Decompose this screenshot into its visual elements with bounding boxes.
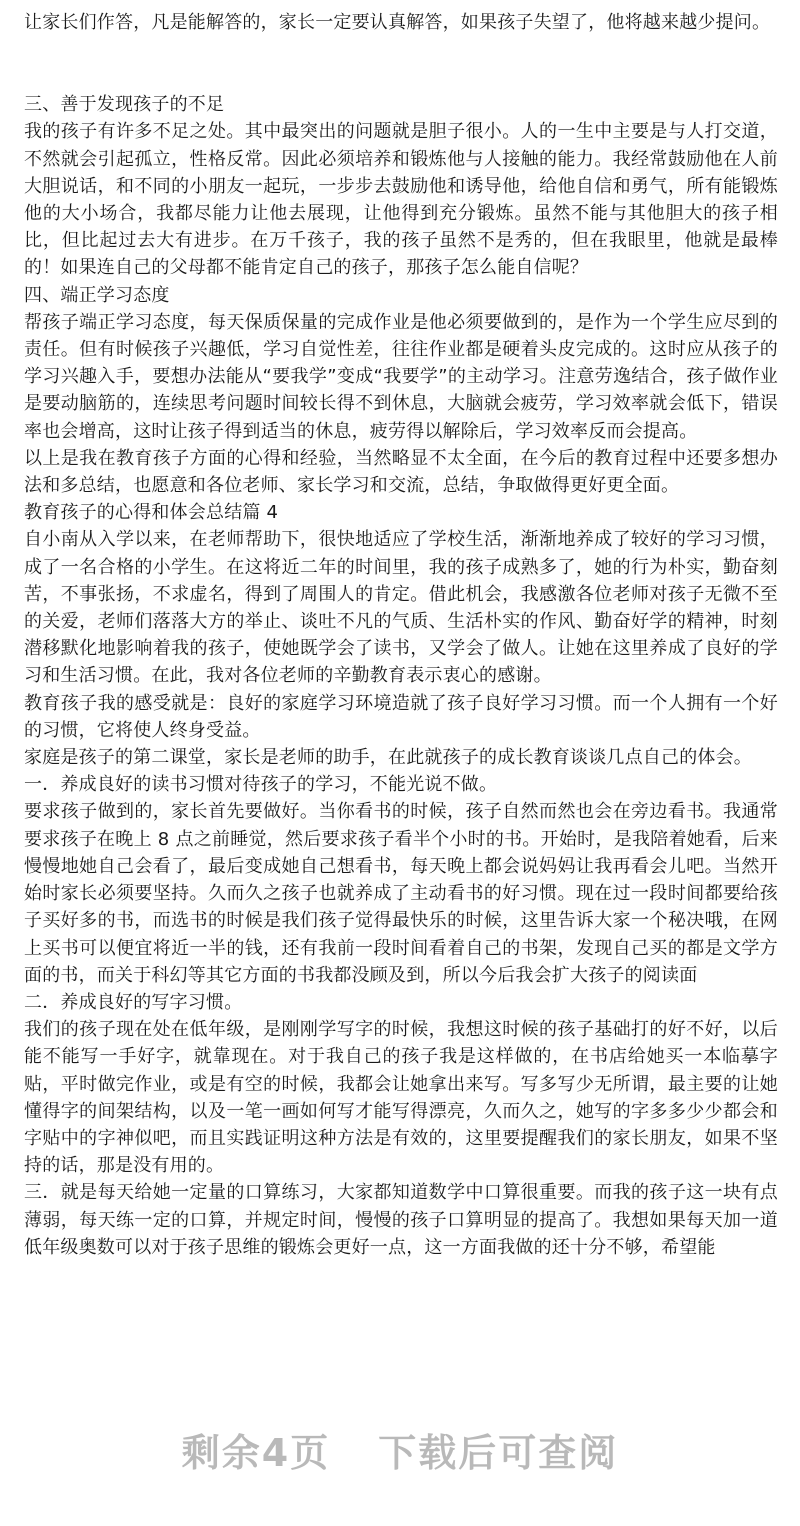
heading-section-4: 四、端正学习态度 [24, 284, 170, 306]
heading-article-4: 教育孩子的心得和体会总结篇 4 [24, 502, 279, 524]
paragraph-top-partial: 让家长们作答，凡是能解答的，家长一定要认真解答，如果孩子失望了，他将越来越少提问。 [24, 12, 771, 33]
download-banner[interactable] [0, 1422, 800, 1477]
paragraph-attitude: 帮孩子端正学习态度，每天保质保量的完成作业是他必须要做到的，是作为一个学生应尽到的责任。但有时候孩子兴趣低，学习自觉性差，往往作业都是硬着头皮完成的。这时应从孩子的学习兴趣入手，要想办法能从“要我学”变成“我要学”的主动学习。注意劳逸结合，孩子做作业是要动脑筋的，连续思考问题时间较长得不到休息，大脑就会疲劳，学习效率就会低下，错误率也会增高，这时让孩子得到适当的休息，疲劳得以解除后，学习效率反而会提高。 [24, 311, 778, 442]
paragraph-writing: 我们的孩子现在处在低年级，是刚刚学写字的时候，我想这时候的孩子基础打的好不好，以后能不能写一手好字，就靠现在。对于我自己的孩子我是这样做的，在书店给她买一本临摹字贴，平时做完作业，或是有空的时候，我都会让她拿出来写。写多写少无所谓，最主要的让她懂得字的间架结构，以及一笔一画如何写才能写得漂亮，久而久之，她写的字多多少少都会和字贴中的字神似吧，而且实践证明这种方法是有效的，这里要提醒我们的家长朋友，如果不坚持的话，那是没有用的。 [24, 1019, 778, 1177]
heading-point-2: 二．养成良好的写字习惯。 [24, 991, 243, 1013]
paragraph-reading: 要求孩子做到的，家长首先要做好。当你看书的时候，孩子自然而然也会在旁边看书。我通常要求孩子在晚上 8 点之前睡觉，然后要求孩子看半个小时的书。开始时，是我陪着她看，后来慢慢地她自己会看了，最后变成她自己想看书，每天晚上都会说妈妈让我再看会儿吧。当然开始时家长必须要坚持。久而久之孩子也就养成了主动看书的好习惯。现在过一段时间都要给孩子买好多的书，而选书的时候是我们孩子觉得最快乐的时候，这里告诉大家一个秘决哦，在网上买书可以便宜将近一半的钱，还有我前一段时间看着自己的书架，发现自己买的都是文学方面的书，而关于科幻等其它方面的书我都没顾及到，所以今后我会扩大孩子的阅读面 [24, 801, 778, 986]
paragraph-feeling: 教育孩子我的感受就是：良好的家庭学习环境造就了孩子良好学习习惯。而一个人拥有一个好的习惯，它将使人终身受益。 [24, 692, 778, 741]
heading-section-3: 三、善于发现孩子的不足 [24, 94, 225, 116]
paragraph-confidence: 我的孩子有许多不足之处。其中最突出的问题就是胆子很小。人的一生中主要是与人打交道，不然就会引起孤立，性格反常。因此必须培养和锻炼他与人接触的能力。我经常鼓励他在人前大胆说话，和不同的小朋友一起玩，一步步去鼓励他和诱导他，给他自信和勇气，所有能锻炼他的大小场合，我都尽能力让他去展现，让他得到充分锻炼。虽然不能与其他胆大的孩子相比，但比起过去大有进步。在万千孩子，我的孩子虽然不是秀的，但在我眼里，他就是最棒的！如果连自己的父母都不能肯定自己的孩子，那孩子怎么能自信呢？ [24, 121, 778, 279]
document-body [24, 0, 778, 1261]
paragraph-intro: 自小南从入学以来，在老师帮助下，很快地适应了学校生活，渐渐地养成了较好的学习习惯，成了一名合格的小学生。在这将近二年的时间里，我的孩子成熟多了，她的行为朴实，勤奋刻苦，不事张扬，不求虚名，得到了周围人的肯定。借此机会，我感激各位老师对孩子无微不至的关爱，老师们落落大方的举止、谈吐不凡的气质、生活朴实的作风、勤奋好学的精神，时刻潜移默化地影响着我的孩子，使她既学会了读书，又学会了做人。让她在这里养成了良好的学习和生活习惯。在此，我对各位老师的辛勤教育表示衷心的感谢。 [24, 529, 778, 687]
paragraph-summary: 以上是我在教育孩子方面的心得和经验，当然略显不太全面，在今后的教育过程中还要多想办法和多总结，也愿意和各位老师、家长学习和交流，总结，争取做得更好更全面。 [24, 447, 778, 497]
remaining-pages-label: 剩余4页 [181, 1431, 331, 1475]
download-to-view-label: 下载后可查阅 [378, 1431, 619, 1475]
heading-point-1: 一．养成良好的读书习惯对待孩子的学习，不能光说不做。 [24, 774, 498, 796]
paragraph-arithmetic: 三．就是每天给她一定量的口算练习，大家都知道数学中口算很重要。而我的孩子这一块有点薄弱，每天练一定的口算，并规定时间，慢慢的孩子口算明显的提高了。我想如果每天加一道低年级奥数可以对于孩子思维的锻炼会更好一点，这一方面我做的还十分不够，希望能 [24, 1182, 778, 1258]
paragraph-family: 家庭是孩子的第二课堂，家长是老师的助手，在此就孩子的成长教育谈谈几点自己的体会。 [24, 747, 752, 769]
